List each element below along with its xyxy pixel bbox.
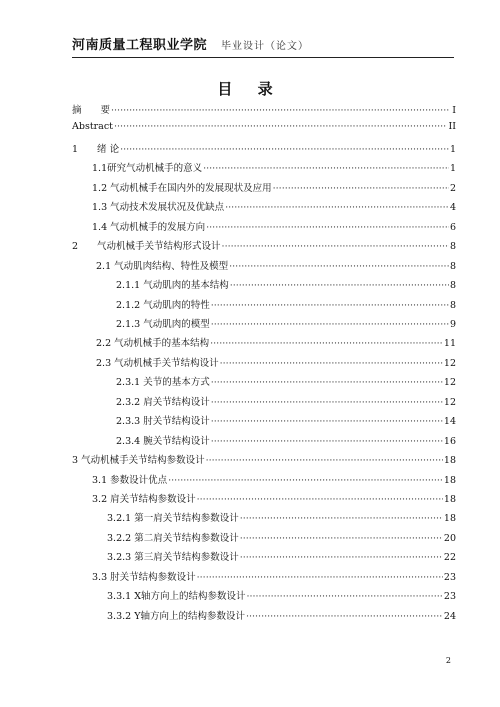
toc-entry-label: 摘 要 [72, 105, 111, 116]
toc-entry-label: 2.1.3 气动肌肉的模型 [116, 318, 210, 330]
dot-leader [273, 183, 449, 194]
toc-entry[interactable] [92, 199, 456, 217]
running-header [72, 34, 452, 56]
toc-entry-page: I [452, 105, 456, 116]
toc-entry[interactable] [107, 588, 456, 606]
toc-entry-page: 18 [443, 513, 456, 525]
toc-entry-label: 1.4 气动机械手的发展方向 [92, 221, 206, 233]
dot-leader [111, 105, 449, 116]
toc-entry-label: 1 绪 论 [72, 143, 120, 155]
toc-entry-page: 4 [449, 202, 456, 214]
toc-entry-page: 9 [449, 318, 456, 330]
toc-entry[interactable] [107, 549, 456, 567]
toc-entry[interactable] [107, 530, 456, 548]
dot-leader [220, 358, 443, 369]
dot-leader [225, 202, 449, 213]
page-title: 目 录 [217, 80, 283, 98]
school-name: 河南质量工程职业学院 [72, 38, 208, 53]
toc-entry[interactable] [116, 316, 456, 334]
toc-entry-label: Abstract [72, 121, 113, 133]
toc-entry-label: 3.3.1 X轴方向上的结构参数设计 [107, 591, 246, 603]
toc-entry-label: 2 气动机械手关节结构形式设计 [72, 241, 221, 253]
toc-entry[interactable] [92, 491, 456, 509]
toc-entry-label: 2.2 气动机械手的基本结构 [96, 338, 210, 350]
toc-entry-label: 1.1研究气动机械手的意义 [92, 163, 203, 175]
toc-entry-label: 1.2 气动机械手在国内外的发展现状及应用 [92, 182, 272, 194]
toc-entry[interactable] [92, 219, 456, 237]
toc-entry[interactable] [72, 141, 456, 159]
dot-leader [222, 241, 449, 252]
toc-entry-page: 8 [449, 299, 456, 311]
dot-leader [203, 163, 449, 174]
toc-entry-page: 1 [449, 143, 456, 155]
toc-entry-page: II [448, 121, 456, 133]
toc-entry[interactable] [96, 258, 456, 276]
toc-entry-page: 16 [443, 435, 456, 447]
dot-leader [211, 377, 443, 388]
dot-leader [114, 121, 448, 132]
header-rule [72, 57, 454, 58]
dot-leader [197, 572, 443, 583]
toc-entry-label: 3.2.3 第三肩关节结构参数设计 [107, 552, 239, 564]
toc-entry-page: 2 [449, 182, 456, 194]
toc-entry-page: 8 [449, 260, 456, 272]
toc-entry-page: 18 [443, 474, 456, 486]
toc-entry[interactable] [96, 355, 456, 373]
toc-entry-page: 6 [449, 221, 456, 233]
toc-entry[interactable] [72, 452, 456, 470]
dot-leader [240, 533, 443, 544]
toc-entry-label: 2.1 气动肌肉结构、特性及模型 [96, 260, 229, 272]
dot-leader [211, 436, 443, 447]
toc-entry[interactable] [116, 297, 456, 315]
dot-leader [206, 222, 449, 233]
toc-entry-page: 12 [443, 396, 456, 408]
toc-entry-label: 3.2 肩关节结构参数设计 [92, 494, 196, 505]
toc-entry-label: 2.3.4 腕关节结构设计 [116, 435, 210, 447]
toc-entry[interactable] [72, 238, 456, 256]
toc-entry-page: 1 [449, 163, 456, 175]
toc-entry-label: 2.3.1 关节的基本方式 [116, 377, 210, 389]
toc-entry[interactable] [92, 160, 456, 178]
toc-entry-page: 12 [443, 377, 456, 389]
toc-entry[interactable] [72, 102, 456, 120]
toc-entry[interactable] [107, 608, 456, 626]
dot-leader [206, 455, 443, 466]
toc-entry[interactable] [116, 394, 456, 412]
toc-entry[interactable] [116, 433, 456, 451]
toc-entry-label: 2.3 气动机械手关节结构设计 [96, 357, 219, 369]
toc-entry[interactable] [116, 374, 456, 392]
toc-entry[interactable] [116, 413, 456, 431]
toc-entry-label: 1.3 气动技术发展状况及优缺点 [92, 202, 225, 214]
dot-leader [197, 494, 443, 505]
dot-leader [229, 261, 449, 272]
toc-entry-page: 12 [443, 357, 456, 369]
dot-leader [246, 591, 442, 602]
toc-entry[interactable] [116, 277, 456, 295]
dot-leader [210, 338, 443, 349]
dot-leader [120, 144, 449, 155]
document-type: 毕业设计（论文） [221, 41, 310, 52]
dot-leader [211, 397, 443, 408]
dot-leader [230, 280, 449, 291]
dot-leader [211, 319, 449, 330]
toc-entry-label: 2.3.3 肘关节结构设计 [116, 416, 210, 428]
toc-entry-page: 8 [449, 280, 456, 292]
toc-entry[interactable] [72, 121, 456, 139]
dot-leader [240, 513, 443, 524]
toc-entry-label: 3.3.2 Y轴方向上的结构参数设计 [107, 610, 245, 622]
toc-entry-page: 23 [443, 591, 456, 603]
toc-entry-page: 23 [443, 571, 456, 583]
toc-entry-label: 3.2.2 第二肩关节结构参数设计 [107, 532, 239, 544]
toc-entry-label: 3.3 肘关节结构参数设计 [92, 571, 196, 583]
toc-entry-page: 18 [443, 494, 456, 505]
toc-entry[interactable] [96, 335, 456, 353]
toc-entry-page: 24 [443, 610, 456, 622]
toc-entry-label: 3.2.1 第一肩关节结构参数设计 [107, 513, 239, 525]
toc-entry[interactable] [92, 569, 456, 587]
toc-entry-page: 14 [443, 416, 456, 428]
dot-leader [211, 416, 443, 427]
dot-leader [240, 552, 443, 563]
dot-leader [246, 611, 443, 622]
dot-leader [211, 300, 449, 311]
toc-entry-page: 11 [443, 338, 456, 350]
toc-entry-label: 3 气动机械手关节结构参数设计 [72, 455, 205, 467]
toc-entry-label: 2.1.1 气动肌肉的基本结构 [116, 280, 229, 292]
toc-entry-label: 3.1 参数设计优点 [92, 474, 168, 486]
toc-entry-label: 2.1.2 气动肌肉的特性 [116, 299, 210, 311]
toc-entry-page: 22 [443, 552, 456, 564]
toc-entry-page: 8 [449, 241, 456, 253]
dot-leader [168, 475, 443, 486]
toc-entry-page: 18 [443, 455, 456, 467]
toc-entry[interactable] [92, 472, 456, 490]
toc-entry[interactable] [107, 510, 456, 528]
toc-entry-page: 20 [443, 532, 456, 544]
page-number: 2 [445, 656, 451, 665]
toc-entry-label: 2.3.2 肩关节结构设计 [116, 396, 210, 408]
toc-entry[interactable] [92, 180, 456, 198]
